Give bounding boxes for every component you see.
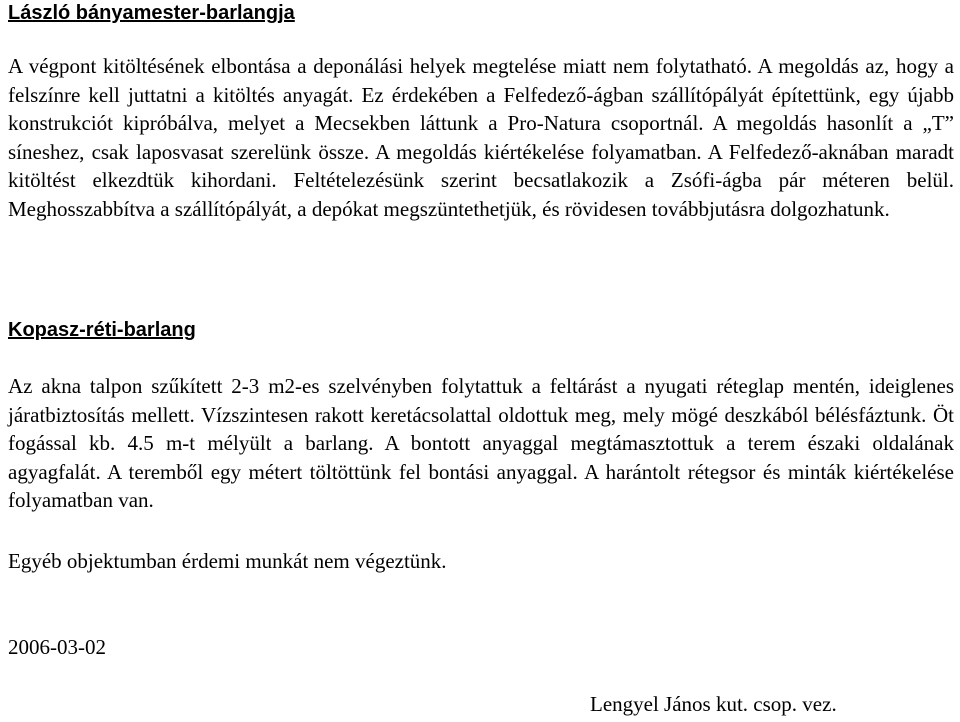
signature-line: Lengyel János kut. csop. vez. <box>590 692 837 716</box>
report-date: 2006-03-02 <box>8 635 106 659</box>
section-title-kopasz-cave: Kopasz-réti-barlang <box>8 319 196 341</box>
section-body-kopasz-cave: Az akna talpon szűkített 2-3 m2-es szelvényben folytattuk a feltárást a nyugati réteglap mentén, ideiglenes járatbiztosítás mellett. Vízszintesen rakott keretácsolattal oldottuk meg, mely mögé deszkából bélésfáztunk. Öt fogással kb. 4.5 m-t mélyült a barlang. A bontott anyaggal megtámasztottuk a terem északi oldalának agyagfalát. A teremből egy métert töltöttünk fel bontási anyaggal. A harántolt rétegsor és minták kiértékelése folyamatban van. <box>8 374 954 513</box>
section-title-laszlo-cave: László bányamester-barlangja <box>8 2 295 24</box>
section-body-laszlo-cave: A végpont kitöltésének elbontása a deponálási helyek megtelése miatt nem folytatható. A megoldás az, hogy a felszínre kell juttatni a kitöltés anyagát. Ez érdekében a Felfedező-ágban szállítópályát építettünk, egy újabb konstrukciót kipróbálva, melyet a Mecsekben láttunk a Pro-Natura csoportnál. A megoldás hasonlít a „T” síneshez, csak laposvasat szerelünk össze. A megoldás kiértékelése folyamatban. A Felfedező-aknában maradt kitöltést elkezdtük kihordani. Feltételezésünk szerint becsatlakozik a Zsófi-ágba pár méteren belül. Meghosszabbítva a szállítópályát, a depókat megszüntethetjük, és rövidesen továbbjutásra dolgozhatunk. <box>8 54 954 221</box>
other-objects-note: Egyéb objektumban érdemi munkát nem végeztünk. <box>8 549 447 573</box>
